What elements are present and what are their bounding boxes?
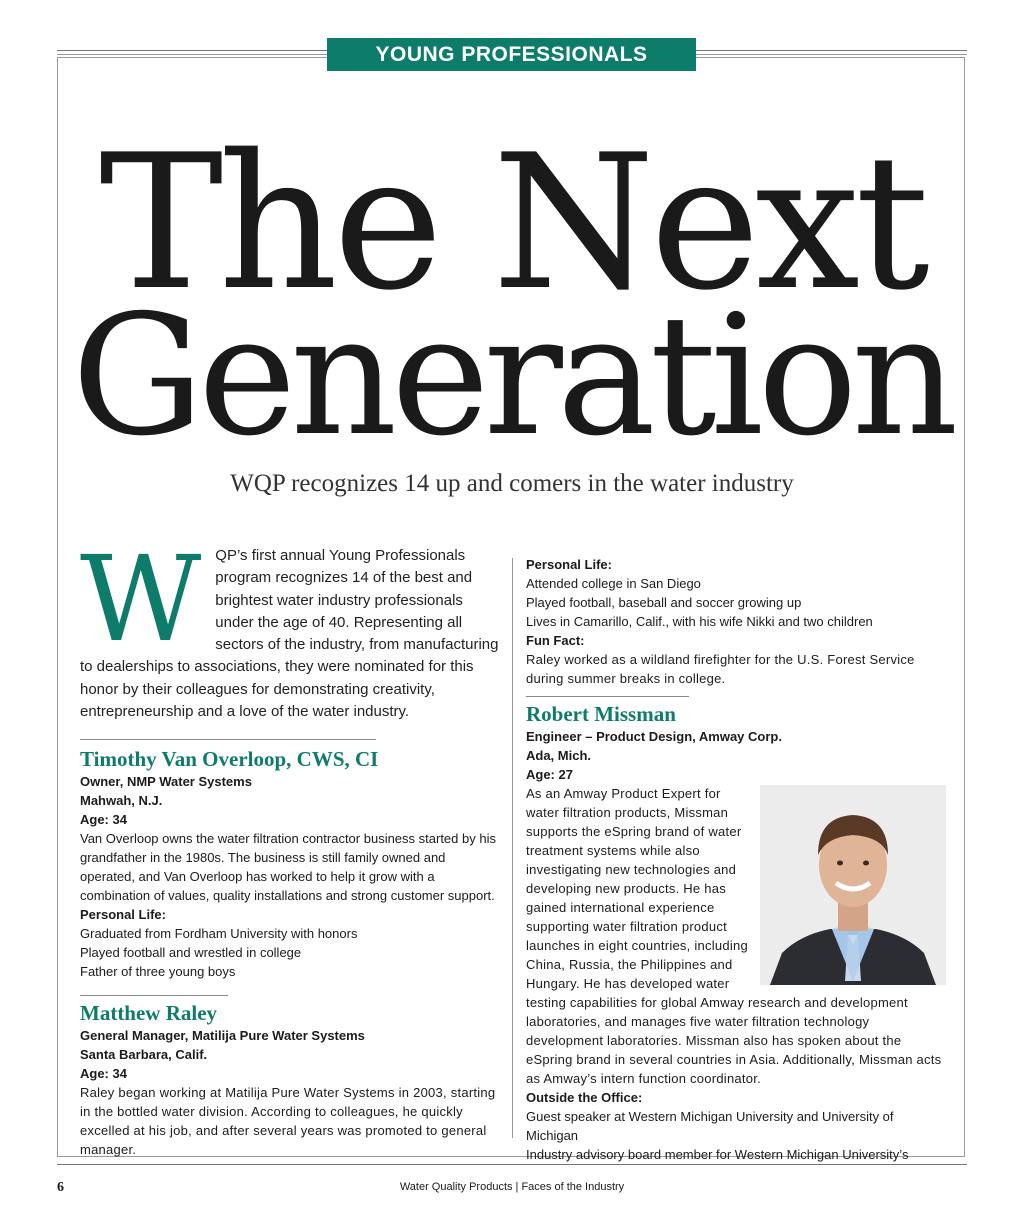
intro-text: QP’s first annual Young Professionals program recognizes 14 of the best and brightest water industry professionals under the age of 40. Representing all sectors of the industry, from manufacturing to dealerships to associations, they were nominated for this honor by their colleagues for demonstrating creativity, entrepreneurship and a love of the water industry.	[80, 547, 499, 721]
fun-fact-text: Raley worked as a wildland firefighter for the U.S. Forest Service during summer breaks in college.	[526, 652, 915, 686]
profile-name-timothy: Timothy Van Overloop, CWS, CI	[80, 747, 379, 772]
outside-office-label: Outside the Office:	[526, 1090, 643, 1105]
profile-location: Ada, Mich.	[526, 748, 592, 763]
personal-life-label: Personal Life:	[80, 907, 166, 923]
profile-bio: As an Amway Product Expert for water filtration products, Missman supports the eSpring brand of water treatment systems while also investigating new technologies and developing new products. He has gained international experience supporting water filtration product launches in eight countries, including China, Russia, the Philippines and Hungary. He has developed water testing capabilities for global Amway research and development laboratories, and manages five water filtration technology development laboratories. Missman also has spoken about the eSpring brand in several countries in Asia. Additionally, Missman acts as Amway’s intern function coordinator.	[526, 786, 942, 1086]
intro-paragraph	[80, 530, 500, 723]
profile-title: General Manager, Matilija Pure Water Systems	[80, 1028, 365, 1044]
footer-text: Water Quality Products | Faces of the Industry	[399, 1181, 625, 1193]
drop-cap: W	[80, 530, 202, 668]
headline-line-2: Generation	[71, 280, 953, 473]
divider	[80, 739, 376, 740]
profile-location: Mahwah, N.J.	[80, 793, 163, 809]
profile-age: Age: 34	[80, 812, 127, 828]
outside-item: Guest speaker at Western Michigan University and University of Michigan	[526, 1109, 894, 1143]
divider	[80, 995, 228, 996]
section-banner: YOUNG PROFESSIONALS	[327, 38, 696, 71]
right-column	[526, 555, 946, 1164]
profile-name-matthew: Matthew Raley	[80, 1001, 218, 1026]
column-divider	[512, 558, 513, 1138]
profile-location: Santa Barbara, Calif.	[80, 1047, 208, 1063]
personal-item: Attended college in San Diego	[526, 576, 701, 591]
profile-title: Engineer – Product Design, Amway Corp.	[526, 729, 782, 744]
left-column	[80, 530, 500, 1159]
profile-age: Age: 34	[80, 1066, 127, 1082]
personal-item: Graduated from Fordham University with honors	[80, 926, 358, 942]
personal-item: Played football, baseball and soccer growing up	[526, 595, 802, 610]
profile-age: Age: 27	[526, 767, 573, 782]
outside-item: Industry advisory board member for Western Michigan University’s	[526, 1147, 909, 1162]
footer-rule	[57, 1164, 967, 1165]
fun-fact-label: Fun Fact:	[526, 633, 585, 648]
portrait-illustration	[760, 785, 946, 985]
profile-bio: Van Overloop owns the water filtration contractor business started by his grandfather in the 1980s. The business is still family owned and operated, and Van Overloop has worked to help it grow with a combination of values, quality installations and strong customer support.	[80, 831, 496, 904]
profile-name-robert: Robert Missman	[526, 702, 676, 726]
subheadline: WQP recognizes 14 up and comers in the water industry	[230, 470, 794, 497]
profile-title: Owner, NMP Water Systems	[80, 774, 252, 790]
personal-item: Played football and wrestled in college	[80, 945, 302, 961]
headline-line-1: The Next	[99, 114, 925, 331]
portrait-photo	[760, 785, 946, 985]
personal-life-label: Personal Life:	[526, 557, 612, 572]
page-number: 6	[57, 1180, 64, 1195]
personal-item: Lives in Camarillo, Calif., with his wife Nikki and two children	[526, 614, 873, 629]
profile-bio: Raley began working at Matilija Pure Water Systems in 2003, starting in the bottled water division. According to colleagues, he quickly excelled at his job, and after several years was promoted to general manager.	[80, 1085, 496, 1158]
personal-item: Father of three young boys	[80, 964, 236, 980]
divider	[526, 696, 689, 697]
